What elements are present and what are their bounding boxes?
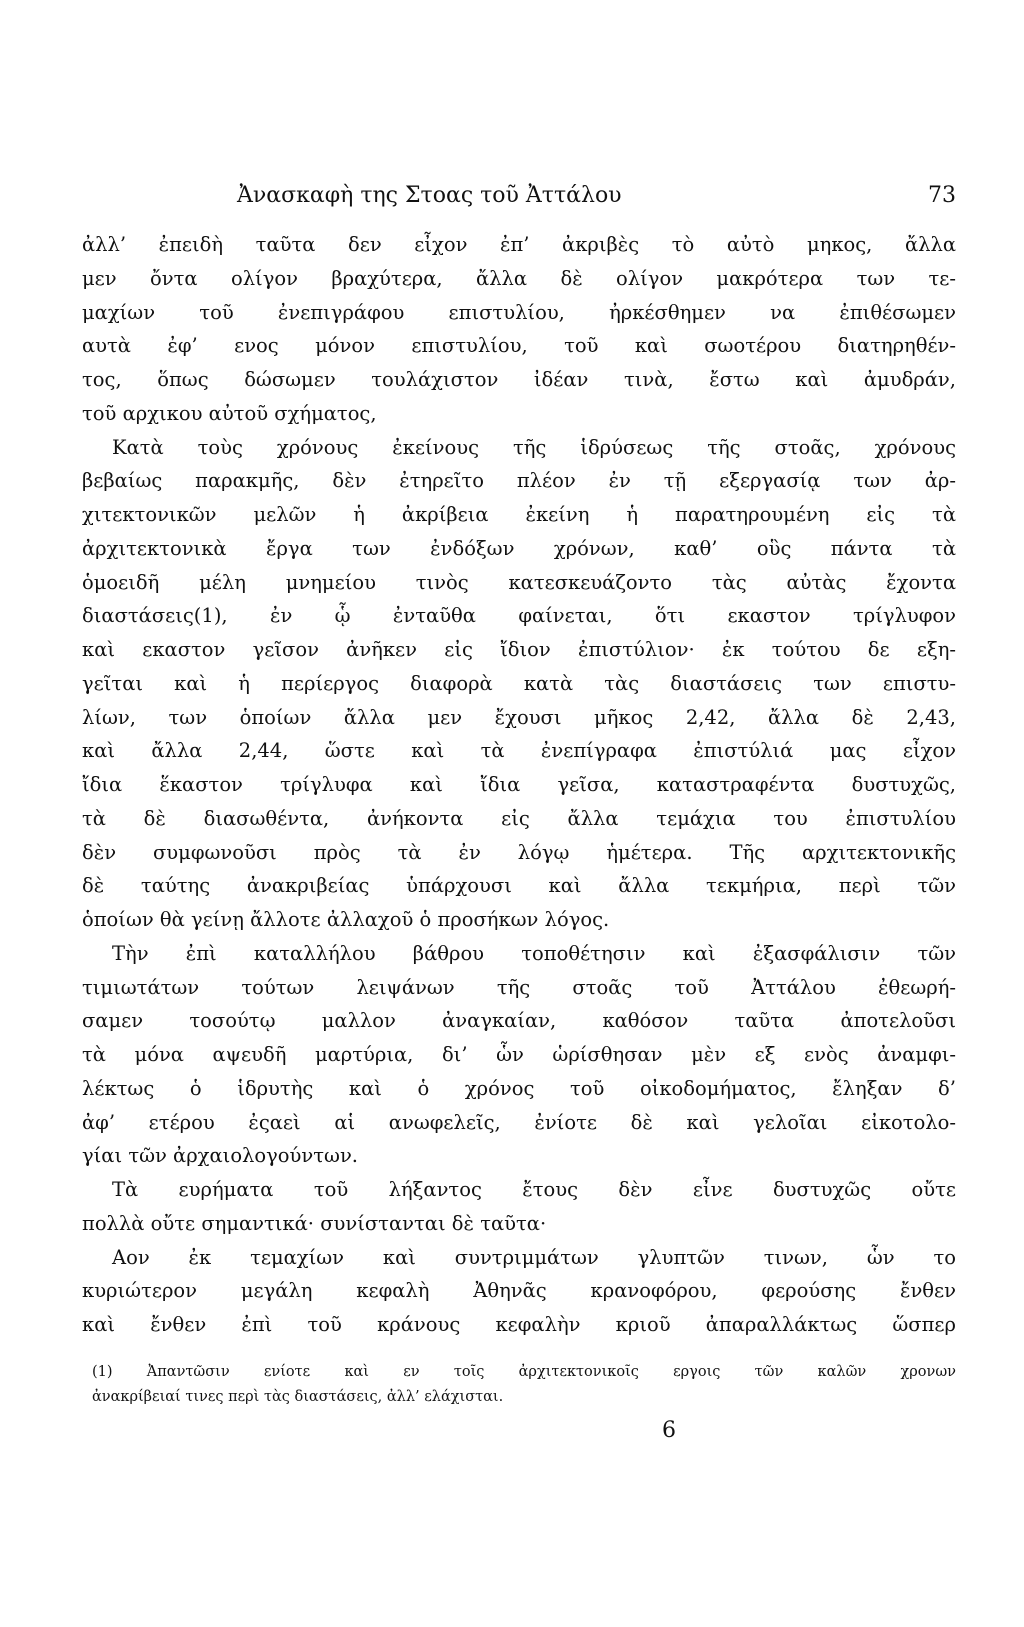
- text-line: τὰ δὲ διασωθέντα, ἀνήκοντα εἰς ἄλλα τεμάχια του ἐπιστυλίου: [82, 806, 956, 830]
- text-line: Κατὰ τοὺς χρόνους ἐκείνους τῆς ἱδρύσεως τῆς στοᾶς, χρόνους: [112, 435, 956, 459]
- text-line: βεβαίως παρακμῆς, δὲν ἐτηρεῖτο πλέον ἐν τῇ εξεργασίᾳ των ἀρ-: [82, 469, 956, 493]
- page-number: 73: [928, 183, 956, 208]
- text-line: καὶ ἔνθεν ἐπὶ τοῦ κράνους κεφαλὴν κριοῦ ἀπαραλλάκτως ὥσπερ: [82, 1313, 956, 1336]
- text-line: πολλὰ οὔτε σημαντικά· συνίστανται δὲ ταῦτα·: [82, 1211, 547, 1235]
- footnote-line: ἀνακρίβειαί τινες περὶ τὰς διαστάσεις, ἀλλ’ ελάχισται.: [92, 1389, 504, 1405]
- text-line: δὲν συμφωνοῦσι πρὸς τὰ ἐν λόγῳ ἡμέτερα. Τῆς αρχιτεκτονικῆς: [82, 840, 956, 864]
- text-line: Αον ἐκ τεμαχίων καὶ συντριμμάτων γλυπτῶν τινων, ὧν το: [112, 1245, 956, 1269]
- text-line: γίαι τῶν ἀρχαιολογούντων.: [82, 1144, 358, 1168]
- footnotes: [92, 1360, 956, 1410]
- text-line: τοῦ αρχικου αὐτοῦ σχήματος,: [82, 401, 377, 425]
- text-line: καὶ ἄλλα 2,44, ὥστε καὶ τὰ ἐνεπίγραφα ἐπιστύλιά μας εἶχον: [82, 739, 956, 763]
- text-line: γεῖται καὶ ἡ περίεργος διαφορὰ κατὰ τὰς διαστάσεις των επιστυ-: [82, 671, 956, 695]
- text-line: τὰ μόνα αψευδῆ μαρτύρια, δι’ ὧν ὡρίσθησαν μὲν εξ ενὸς ἀναμφι-: [82, 1043, 956, 1066]
- running-head: [82, 178, 956, 214]
- text-line: ἴδια ἕκαστον τρίγλυφα καὶ ἴδια γεῖσα, καταστραφέντα δυστυχῶς,: [82, 773, 956, 796]
- text-line: τιμιωτάτων τούτων λειψάνων τῆς στοᾶς τοῦ Ἀττάλου ἐθεωρή-: [82, 975, 956, 999]
- text-line: λέκτως ὁ ἱδρυτὴς καὶ ὁ χρόνος τοῦ οἰκοδομήματος, ἔληξαν δ’: [82, 1076, 956, 1100]
- running-title: Ἀνασκαφὴ της Στοας τοῦ Ἀττάλου: [237, 183, 622, 208]
- text-line: κυριώτερον μεγάλη κεφαλὴ Ἀθηνᾶς κρανοφόρου, φερούσης ἔνθεν: [82, 1279, 956, 1303]
- text-line: Τὰ ευρήματα τοῦ λήξαντος ἔτους δὲν εἶνε δυστυχῶς οὔτε: [112, 1178, 956, 1201]
- text-line: διαστάσεις(1), ἐν ᾧ ἐνταῦθα φαίνεται, ὅτι εκαστον τρίγλυφον: [82, 604, 956, 628]
- text-line: σαμεν τοσούτῳ μαλλον ἀναγκαίαν, καθόσον ταῦτα ἀποτελοῦσι: [82, 1009, 956, 1033]
- text-line: χιτεκτονικῶν μελῶν ἡ ἀκρίβεια ἐκείνη ἡ παρατηρουμένη εἰς τὰ: [82, 503, 956, 526]
- text-line: μαχίων τοῦ ἐνεπιγράφου επιστυλίου, ἠρκέσθημεν να ἐπιθέσωμεν: [82, 300, 956, 324]
- text-line: λίων, των ὁποίων ἄλλα μεν ἔχουσι μῆκος 2,42, ἄλλα δὲ 2,43,: [82, 705, 956, 729]
- text-line: ἀρχιτεκτονικὰ ἔργα των ἐνδόξων χρόνων, καθ’ οὓς πάντα τὰ: [82, 536, 956, 560]
- text-line: αυτὰ ἐφ’ ενος μόνον επιστυλίου, τοῦ καὶ σωοτέρου διατηρηθέν-: [82, 334, 956, 358]
- signature-mark: 6: [662, 1418, 676, 1443]
- footnote-line: (1) Ἀπαντῶσιν ενίοτε καὶ εν τοῖς ἀρχιτεκτονικοῖς εργοις τῶν καλῶν χρονων: [92, 1364, 956, 1380]
- text-line: τος, ὅπως δώσωμεν τουλάχιστον ἰδέαν τινὰ, ἔστω καὶ ἀμυδράν,: [82, 368, 956, 391]
- text-line: ὁποίων θὰ γείνῃ ἄλλοτε ἀλλαχοῦ ὁ προσήκων λόγος.: [82, 908, 610, 931]
- text-line: δὲ ταύτης ἀνακριβείας ὑπάρχουσι καὶ ἄλλα τεκμήρια, περὶ τῶν: [82, 874, 956, 898]
- text-line: μεν ὄντα ολίγον βραχύτερα, ἄλλα δὲ ολίγον μακρότερα των τε-: [82, 266, 956, 290]
- text-line: ὁμοειδῆ μέλη μνημείου τινὸς κατεσκευάζοντο τὰς αὐτὰς ἔχοντα: [82, 570, 956, 594]
- body-text: [82, 228, 956, 1342]
- text-line: ἀφ’ ετέρου ἐςαεὶ αἱ ανωφελεῖς, ἐνίοτε δὲ καὶ γελοῖαι εἰκοτολο-: [82, 1110, 956, 1134]
- text-line: Τὴν ἐπὶ καταλλήλου βάθρου τοποθέτησιν καὶ ἐξασφάλισιν τῶν: [112, 941, 956, 965]
- text-line: καὶ εκαστον γεῖσον ἀνῆκεν εἰς ἴδιον ἐπιστύλιον· ἐκ τούτου δε εξη-: [82, 638, 956, 661]
- text-line: ἀλλ’ ἐπειδὴ ταῦτα δεν εἶχον ἐπ’ ἀκριβὲς τὸ αὐτὸ μηκος, ἄλλα: [82, 233, 956, 256]
